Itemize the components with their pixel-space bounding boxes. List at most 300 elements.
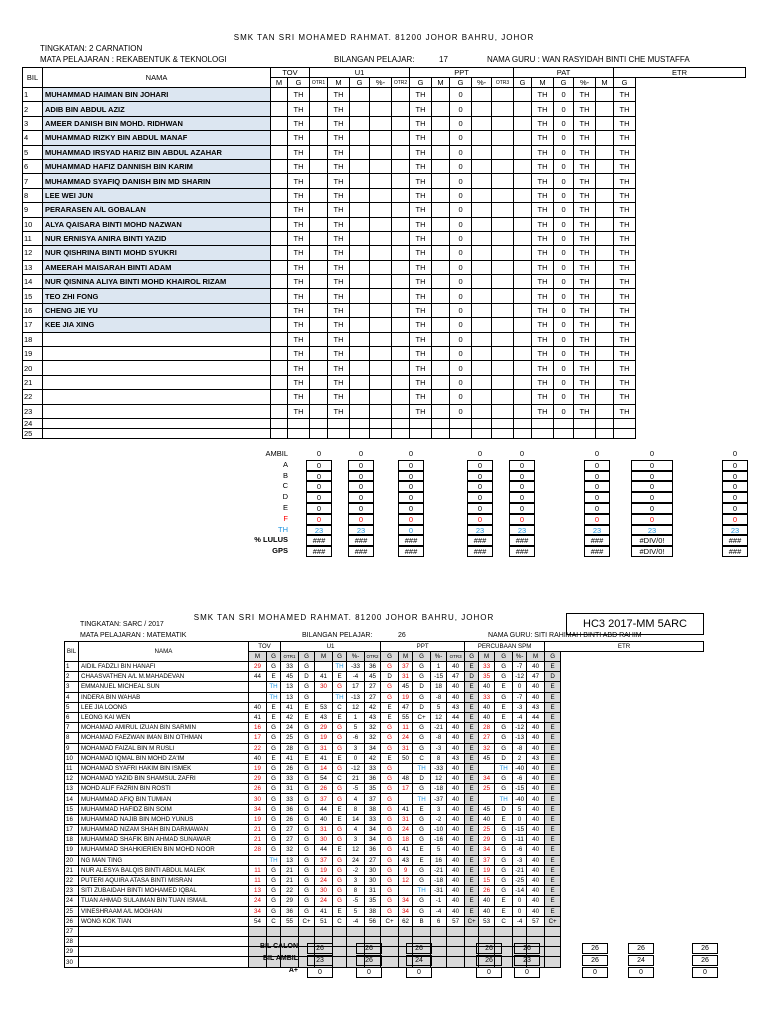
student-name xyxy=(43,347,271,361)
mark-cell: 12 xyxy=(431,774,447,784)
mark-cell: 51 xyxy=(315,916,333,926)
mark-cell xyxy=(432,303,450,317)
mark-cell: G xyxy=(413,733,431,743)
student-name: MUHAMMAD NIZAM SHAH BIN DARMAWAN xyxy=(79,825,249,835)
summary-cell: 0 xyxy=(631,503,673,514)
mark-cell: C+ xyxy=(381,916,399,926)
mark-cell xyxy=(310,102,328,116)
mark-cell: 1 xyxy=(347,712,365,722)
mark-cell xyxy=(365,926,381,936)
row-number: 5 xyxy=(23,145,43,159)
mark-cell xyxy=(447,937,465,947)
mark-cell: E xyxy=(465,906,479,916)
group-header: PAT xyxy=(514,68,614,78)
mark-cell: TH xyxy=(532,347,554,361)
mark-cell: G xyxy=(381,896,399,906)
row-number: 15 xyxy=(23,289,43,303)
mark-cell: 40 xyxy=(447,865,465,875)
mark-cell xyxy=(432,418,450,428)
student-row xyxy=(65,692,704,702)
summary-label: C xyxy=(282,481,288,491)
mark-cell xyxy=(392,289,410,303)
mark-cell: 0 xyxy=(450,188,472,202)
mark-cell: 11 xyxy=(249,865,267,875)
mark-cell: TH xyxy=(413,886,431,896)
mark-cell: TH xyxy=(328,375,350,389)
mark-cell: 0 xyxy=(450,88,472,102)
summary-cell: 0 xyxy=(722,492,748,503)
mark-cell: E xyxy=(545,814,561,824)
mark-cell: D xyxy=(413,774,431,784)
mark-cell: TH xyxy=(333,692,347,702)
mark-cell: TH xyxy=(410,102,432,116)
mark-cell: E xyxy=(465,855,479,865)
mark-cell xyxy=(596,246,614,260)
mark-cell: G xyxy=(413,662,431,672)
summary-cell: 0 xyxy=(631,460,673,471)
summary-cell: 0 xyxy=(509,460,535,471)
mark-cell xyxy=(514,428,532,438)
mark-cell xyxy=(472,428,492,438)
sub-header: G xyxy=(465,652,479,662)
mark-cell: 40 xyxy=(527,682,545,692)
mark-cell: 40 xyxy=(447,733,465,743)
mark-cell: 0 xyxy=(554,375,574,389)
mark-cell: TH xyxy=(288,203,310,217)
student-name: MUHAMMAD SYAFIQ DANISH BIN MD SHARIN xyxy=(43,174,271,188)
mark-cell: -21 xyxy=(431,865,447,875)
mark-cell xyxy=(370,203,392,217)
mark-cell xyxy=(79,926,249,936)
mark-cell: 34 xyxy=(249,906,267,916)
mark-cell xyxy=(392,303,410,317)
mark-cell xyxy=(472,203,492,217)
mark-cell xyxy=(370,289,392,303)
row-number: 4 xyxy=(23,131,43,145)
sub-header: M xyxy=(328,78,350,88)
mark-cell xyxy=(271,188,288,202)
group-header: ETR xyxy=(545,642,704,652)
mark-cell xyxy=(492,318,514,332)
mark-cell: 0 xyxy=(554,289,574,303)
mark-cell: E xyxy=(545,855,561,865)
mark-cell: TH xyxy=(574,404,596,418)
mark-cell xyxy=(310,347,328,361)
mark-cell: 27 xyxy=(365,682,381,692)
mark-cell: D xyxy=(413,702,431,712)
mark-cell: 0 xyxy=(450,174,472,188)
mark-cell: 35 xyxy=(365,896,381,906)
student-row xyxy=(65,865,704,875)
mark-cell: 32 xyxy=(281,845,299,855)
student-name: MUHAMMAD HAFIZ DANNISH BIN KARIM xyxy=(43,159,271,173)
mark-cell: 25 xyxy=(281,733,299,743)
mark-cell xyxy=(350,88,370,102)
mark-cell xyxy=(288,428,310,438)
col-nama: NAMA xyxy=(79,642,249,662)
mark-cell: 40 xyxy=(527,774,545,784)
mark-cell: 40 xyxy=(447,845,465,855)
sub-header: OTR3 xyxy=(492,78,514,88)
mark-cell: C xyxy=(495,916,513,926)
mark-cell: 3 xyxy=(431,804,447,814)
mark-cell: TH xyxy=(614,203,636,217)
mark-cell xyxy=(514,203,532,217)
mark-cell: TH xyxy=(532,131,554,145)
mark-cell: 8 xyxy=(431,753,447,763)
mark-cell: TH xyxy=(532,332,554,346)
summary-label: E xyxy=(282,503,288,512)
mark-cell: 0 xyxy=(450,375,472,389)
summary-cell: 0 xyxy=(467,514,493,525)
mark-cell: 43 xyxy=(527,702,545,712)
mark-cell xyxy=(310,318,328,332)
mark-cell: 13 xyxy=(281,692,299,702)
mark-cell: 33 xyxy=(281,794,299,804)
group-header: PPT xyxy=(381,642,465,652)
mark-cell: E xyxy=(465,712,479,722)
mark-cell: E xyxy=(465,662,479,672)
summary-label: TH xyxy=(278,524,288,534)
mark-cell: -5 xyxy=(347,784,365,794)
mark-cell: 53 xyxy=(315,702,333,712)
summary-cell: 0 xyxy=(582,967,608,978)
student-row xyxy=(65,855,704,865)
student-row xyxy=(23,418,746,428)
mark-cell: G xyxy=(299,845,315,855)
mark-cell: 36 xyxy=(365,662,381,672)
mark-cell: 30 xyxy=(315,886,333,896)
mark-cell: TH xyxy=(574,217,596,231)
student-name: MOHAMAD FAIZAL BIN M RUSLI xyxy=(79,743,249,753)
mark-cell: TH xyxy=(410,361,432,375)
mark-cell: 21 xyxy=(281,865,299,875)
mark-cell: 11 xyxy=(399,723,413,733)
mark-cell: E xyxy=(465,804,479,814)
mark-cell: 37 xyxy=(479,855,495,865)
row-number: 19 xyxy=(65,845,79,855)
mark-cell: E xyxy=(299,712,315,722)
mark-cell: TH xyxy=(532,174,554,188)
mark-cell: D xyxy=(381,672,399,682)
mark-cell: G xyxy=(381,875,399,885)
mark-cell: -33 xyxy=(431,763,447,773)
mark-cell xyxy=(350,102,370,116)
student-row xyxy=(65,702,704,712)
mark-cell xyxy=(596,260,614,274)
mark-cell: TH xyxy=(410,289,432,303)
mark-cell: 40 xyxy=(249,753,267,763)
row-number: 8 xyxy=(23,188,43,202)
mark-cell: TH xyxy=(328,88,350,102)
mark-cell xyxy=(370,260,392,274)
student-row xyxy=(65,753,704,763)
student-name: MOHAMAD FAEZWAN IMAN BIN OTHMAN xyxy=(79,733,249,743)
mark-cell: 57 xyxy=(447,916,465,926)
mark-cell: TH xyxy=(410,116,432,130)
mark-cell: TH xyxy=(333,662,347,672)
mark-cell xyxy=(370,428,392,438)
mark-cell xyxy=(514,246,532,260)
mark-cell: 47 xyxy=(527,672,545,682)
mark-cell: G xyxy=(495,835,513,845)
summary-cell: 24 xyxy=(628,955,654,966)
mark-cell: 0 xyxy=(554,131,574,145)
row-number: 25 xyxy=(23,428,43,438)
summary-label: % LULUS xyxy=(254,535,288,545)
mark-cell xyxy=(249,926,267,936)
mark-cell: 5 xyxy=(431,702,447,712)
summary-cell: 0 xyxy=(732,449,738,458)
mark-cell: G xyxy=(381,835,399,845)
mark-cell: 28 xyxy=(281,743,299,753)
mark-cell: 19 xyxy=(315,865,333,875)
mark-cell: TH xyxy=(614,116,636,130)
summary-cell: 0 xyxy=(509,471,535,482)
mark-cell xyxy=(545,957,561,967)
mark-cell xyxy=(310,260,328,274)
mark-cell: -8 xyxy=(431,733,447,743)
student-row xyxy=(23,188,746,202)
mark-cell: 21 xyxy=(249,825,267,835)
mark-cell: E xyxy=(545,692,561,702)
mark-cell: 40 xyxy=(479,682,495,692)
mark-cell: E xyxy=(545,835,561,845)
mark-cell xyxy=(392,145,410,159)
mark-cell: 40 xyxy=(447,855,465,865)
mark-cell: G xyxy=(381,794,399,804)
mark-cell xyxy=(370,116,392,130)
mark-cell: 0 xyxy=(554,303,574,317)
student-row xyxy=(23,390,746,404)
mark-cell: 29 xyxy=(281,896,299,906)
mark-cell: TH xyxy=(288,145,310,159)
mark-cell: 13 xyxy=(249,886,267,896)
mark-cell: 0 xyxy=(450,116,472,130)
mark-cell: 30 xyxy=(249,794,267,804)
row-number: 2 xyxy=(65,672,79,682)
mark-cell: C+ xyxy=(465,916,479,926)
mark-cell: TH xyxy=(328,145,350,159)
mark-cell: TH xyxy=(574,174,596,188)
mark-cell xyxy=(596,375,614,389)
mark-cell: TH xyxy=(532,88,554,102)
student-row xyxy=(23,428,746,438)
mark-cell: G xyxy=(299,794,315,804)
mark-cell: TH xyxy=(532,303,554,317)
mark-cell: 40 xyxy=(479,906,495,916)
mark-cell: 33 xyxy=(365,814,381,824)
mark-cell: 34 xyxy=(249,804,267,814)
mark-cell: 31 xyxy=(399,743,413,753)
mark-cell: G xyxy=(495,875,513,885)
mark-cell xyxy=(432,260,450,274)
mark-cell xyxy=(392,231,410,245)
mark-cell: E xyxy=(545,774,561,784)
mark-cell: 40 xyxy=(447,896,465,906)
summary-cell: 0 xyxy=(584,460,610,471)
student-row xyxy=(65,825,704,835)
mark-cell xyxy=(574,418,596,428)
mark-cell: TH xyxy=(288,159,310,173)
summary-cell: 0 xyxy=(398,503,424,514)
mark-cell xyxy=(350,390,370,404)
row-number: 29 xyxy=(65,947,79,957)
mark-cell: TH xyxy=(410,275,432,289)
mark-cell xyxy=(350,404,370,418)
gps-cell: ### xyxy=(584,546,610,557)
mark-cell xyxy=(281,926,299,936)
mark-cell: -40 xyxy=(513,794,527,804)
mark-cell: 24 xyxy=(281,723,299,733)
summary-cell: 0 xyxy=(348,481,374,492)
summary-cell: 0 xyxy=(628,967,654,978)
mark-cell: 0 xyxy=(450,246,472,260)
mark-cell: 0 xyxy=(554,347,574,361)
mark-cell: TH xyxy=(410,159,432,173)
mark-cell: 37 xyxy=(399,662,413,672)
mark-cell: E xyxy=(545,906,561,916)
mark-cell xyxy=(495,926,513,936)
mark-cell: G xyxy=(495,672,513,682)
mark-cell: E xyxy=(465,825,479,835)
mark-cell: E xyxy=(465,814,479,824)
mark-cell: TH xyxy=(328,159,350,173)
mark-cell xyxy=(514,174,532,188)
student-row xyxy=(65,712,704,722)
mark-cell: G xyxy=(495,825,513,835)
mark-cell: E xyxy=(465,723,479,733)
mark-cell: 32 xyxy=(365,723,381,733)
mark-cell: TH xyxy=(410,347,432,361)
mark-cell xyxy=(596,145,614,159)
summary-cell: 0 xyxy=(467,503,493,514)
mark-cell: G xyxy=(413,865,431,875)
mark-cell: G xyxy=(299,865,315,875)
mark-cell xyxy=(271,131,288,145)
mark-cell: G xyxy=(413,692,431,702)
mark-cell xyxy=(545,947,561,957)
mark-cell xyxy=(350,174,370,188)
mark-cell xyxy=(545,937,561,947)
mark-cell xyxy=(432,332,450,346)
mark-cell: -4 xyxy=(347,916,365,926)
gps-cell: ### xyxy=(722,546,748,557)
marks-table-2 xyxy=(64,641,704,968)
student-name: MUHAMMAD NAJIB BIN MOHD YUNUS xyxy=(79,814,249,824)
mark-cell: 12 xyxy=(399,875,413,885)
mark-cell: 40 xyxy=(527,743,545,753)
mark-cell xyxy=(472,347,492,361)
mark-cell xyxy=(514,231,532,245)
mark-cell: 40 xyxy=(527,804,545,814)
summary-cell: 0 xyxy=(467,481,493,492)
mark-cell xyxy=(596,102,614,116)
mark-cell: 40 xyxy=(447,835,465,845)
student-row xyxy=(65,672,704,682)
bilangan-label: BILANGAN PELAJAR: xyxy=(334,55,415,64)
mark-cell: G xyxy=(267,794,281,804)
mark-cell: G xyxy=(495,855,513,865)
mark-cell: 0 xyxy=(554,217,574,231)
mark-cell xyxy=(447,947,465,957)
mark-cell: 26 xyxy=(315,784,333,794)
row-number: 22 xyxy=(23,390,43,404)
summary-cell: 26 xyxy=(356,955,382,966)
mark-cell xyxy=(350,116,370,130)
mark-cell: G xyxy=(381,804,399,814)
mark-cell: E xyxy=(333,906,347,916)
mark-cell: TH xyxy=(495,763,513,773)
mark-cell: 0 xyxy=(450,289,472,303)
mark-cell: G xyxy=(413,835,431,845)
mark-cell: -10 xyxy=(431,825,447,835)
row-number: 16 xyxy=(23,303,43,317)
mark-cell: 0 xyxy=(513,906,527,916)
mark-cell xyxy=(271,390,288,404)
mark-cell: E xyxy=(465,763,479,773)
summary-cell: 0 xyxy=(584,492,610,503)
summary-cell: 0 xyxy=(692,967,718,978)
mark-cell: G xyxy=(299,875,315,885)
mark-cell: E xyxy=(465,753,479,763)
student-name: TEO ZHI FONG xyxy=(43,289,271,303)
mark-cell xyxy=(350,131,370,145)
mark-cell: TH xyxy=(288,102,310,116)
student-name: PUTERI AQUIRA ATASA BINTI MISRAN xyxy=(79,875,249,885)
mark-cell xyxy=(271,275,288,289)
mark-cell xyxy=(432,347,450,361)
mark-cell xyxy=(310,174,328,188)
summary-cell: 26 xyxy=(514,943,540,954)
mark-cell xyxy=(350,203,370,217)
mark-cell: 8 xyxy=(347,804,365,814)
mark-cell: E xyxy=(545,865,561,875)
mark-cell: 3 xyxy=(347,835,365,845)
mark-cell: TH xyxy=(288,231,310,245)
summary-cell: 0 xyxy=(398,460,424,471)
student-name: MUHAMMAD RIZKY BIN ABDUL MANAF xyxy=(43,131,271,145)
student-name: EMMANUEL MICHEAL SUN xyxy=(79,682,249,692)
row-number: 15 xyxy=(65,804,79,814)
mark-cell: -12 xyxy=(513,672,527,682)
mark-cell: 40 xyxy=(447,794,465,804)
summary-cell: 0 xyxy=(722,481,748,492)
mark-cell: TH xyxy=(410,217,432,231)
mark-cell xyxy=(492,174,514,188)
mark-cell: E xyxy=(465,743,479,753)
mark-cell: 21 xyxy=(347,774,365,784)
row-number: 12 xyxy=(23,246,43,260)
mark-cell: 40 xyxy=(527,875,545,885)
mark-cell: E xyxy=(545,886,561,896)
gps-cell: ### xyxy=(306,546,332,557)
mark-cell: G xyxy=(381,733,399,743)
mark-cell xyxy=(472,102,492,116)
mark-cell: 15 xyxy=(479,875,495,885)
student-row xyxy=(23,88,746,102)
mark-cell: 40 xyxy=(527,723,545,733)
mark-cell: TH xyxy=(328,260,350,274)
mark-cell: 40 xyxy=(527,835,545,845)
mark-cell xyxy=(514,102,532,116)
mark-cell: D xyxy=(545,672,561,682)
bilangan-label-2: BILANGAN PELAJAR: xyxy=(302,632,373,639)
sub-header: G xyxy=(495,652,513,662)
sub-header: M xyxy=(479,652,495,662)
mark-cell: 40 xyxy=(479,896,495,906)
mark-cell xyxy=(432,145,450,159)
